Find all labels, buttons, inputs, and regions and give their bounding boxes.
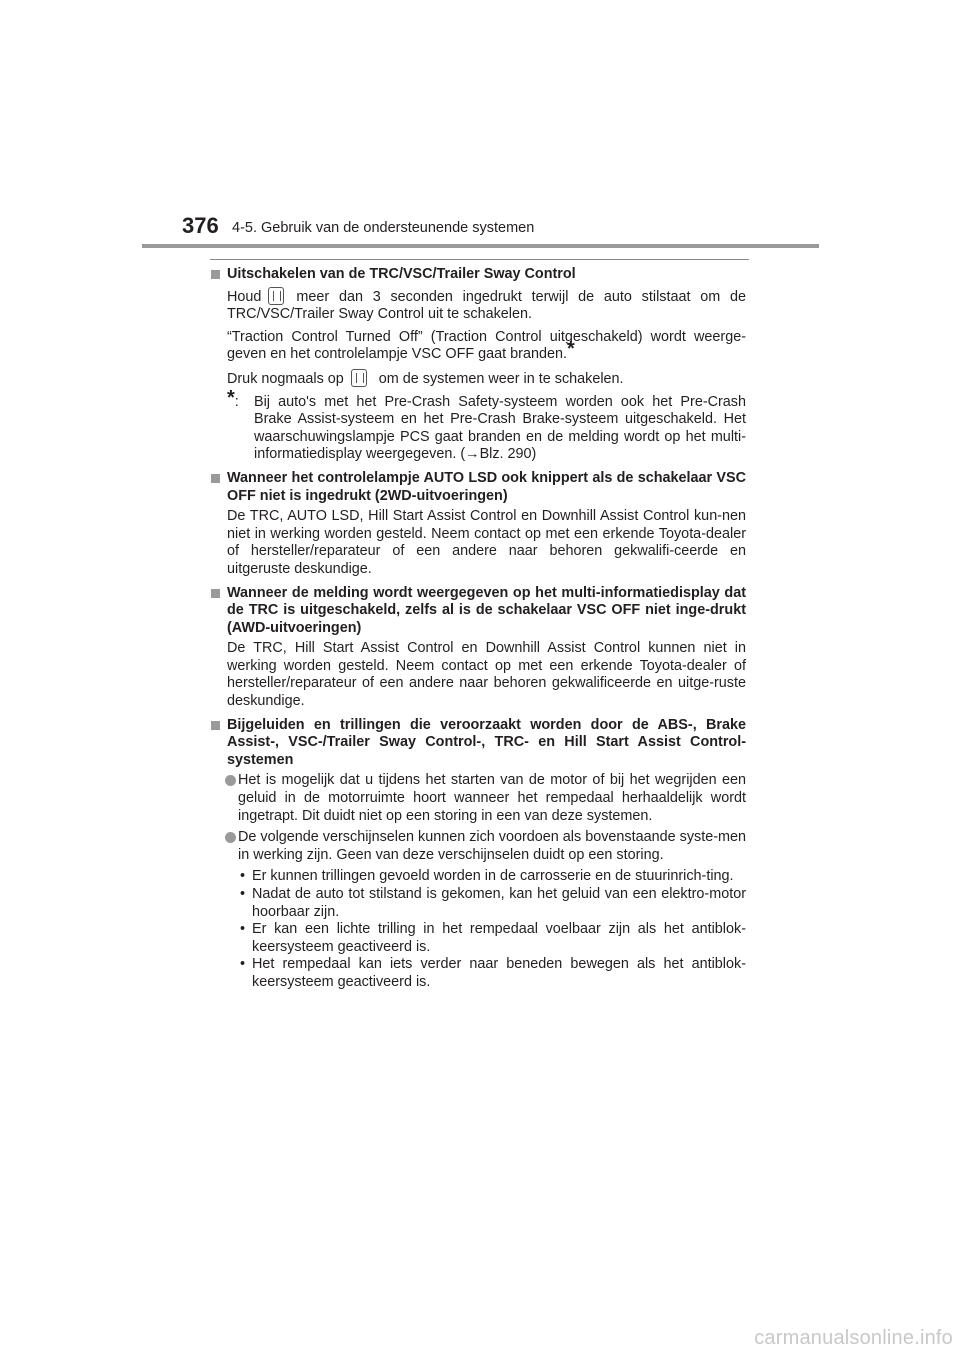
vsc-off-switch-icon <box>268 287 284 305</box>
heading-square-icon <box>211 474 220 483</box>
vsc-off-switch-icon <box>351 369 367 387</box>
section-heading: Uitschakelen van de TRC/VSC/Trailer Sway Control <box>210 266 746 284</box>
sub-bullet-item: • Er kunnen trillingen gevoeld worden in de carrosserie en de stuurinrich-ting. <box>240 868 734 885</box>
chapter-title: 4-5. Gebruik van de ondersteunende systemen <box>232 220 535 236</box>
paragraph: Druk nogmaals op om de systemen weer in te schakelen. <box>227 370 624 387</box>
page-content <box>210 266 746 998</box>
sub-bullet-marker: • <box>240 956 246 973</box>
footnote <box>210 386 746 464</box>
section-awd-message <box>210 585 746 711</box>
section-heading: Wanneer het controlelampje AUTO LSD ook knippert als de schakelaar VSC OFF niet is ingedrukt (2WD-uitvoeringen) <box>210 470 746 505</box>
bullet-dot-icon <box>225 832 236 843</box>
section-auto-lsd <box>210 470 746 579</box>
sub-bullet-item: • Nadat de auto tot stilstand is gekomen, kan het geluid van een elektro-motor hoorbaar zijn. <box>240 886 746 920</box>
sub-bullet-marker: • <box>240 868 246 885</box>
paragraph: Houd meer dan 3 seconden ingedrukt terwijl de auto stilstaat om de TRC/VSC/Trailer Sway Control uit te schakelen. <box>227 288 746 323</box>
paragraph: De TRC, AUTO LSD, Hill Start Assist Control en Downhill Assist Control kun-nen niet in werking worden gesteld. Neem contact op met een erkende Toyota-dealer of hersteller/reparateur of een andere naar behoren gekwalifi-ceerde en uitgeruste deskundige. <box>227 508 746 577</box>
section-heading: Wanneer de melding wordt weergegeven op het multi-informatiedisplay dat de TRC is uitgeschakeld, zelfs al is de schakelaar VSC OFF niet inge-drukt (AWD-uitvoeringen) <box>210 585 746 638</box>
bullet-dot-icon <box>225 775 236 786</box>
header-divider <box>142 244 819 248</box>
paragraph: “Traction Control Turned Off” (Traction Control uitgeschakeld) wordt weerge-geven en het controlelampje VSC OFF gaat branden.* <box>227 328 746 363</box>
heading-square-icon <box>211 589 220 598</box>
sub-bullet-item: • Er kan een lichte trilling in het rempedaal voelbaar zijn als het antiblok-keersysteem geactiveerd is. <box>240 921 746 955</box>
bullet-item: Het is mogelijk dat u tijdens het starten van de motor of bij het wegrijden een geluid in de motorruimte hoort wanneer het rempedaal herhaaldelijk wordt ingetrapt. Dit duidt niet op een storing in een van deze systemen. <box>210 772 746 825</box>
footnote-text: Bij auto's met het Pre-Crash Safety-systeem worden ook het Pre-Crash Brake Assist-systeem en het Pre-Crash Brake-systeem uitgeschakeld. Het waarschuwingslampje PCS gaat branden en de melding wordt op het multi-informatiedisplay weergegeven. (→Blz. 290) <box>254 393 746 463</box>
heading-square-icon <box>211 270 220 279</box>
watermark: carmanualsonline.info <box>754 1327 953 1349</box>
content-divider <box>210 259 749 260</box>
bullet-item: De volgende verschijnselen kunnen zich voordoen als bovenstaande syste-men in werking zijn. Geen van deze verschijnselen duidt op een storing. <box>210 829 746 864</box>
sub-bullet-marker: • <box>240 886 246 902</box>
page-number: 376 <box>182 213 219 238</box>
paragraph: De TRC, Hill Start Assist Control en Downhill Assist Control kunnen niet in werking worden gesteld. Neem contact op met een erkende Toyota-dealer of hersteller/reparateur of een andere naar behoren gekwalificeerde en uitge-ruste deskundige. <box>227 640 746 710</box>
sub-bullet-marker: • <box>240 921 246 938</box>
sub-bullet-item: • Het rempedaal kan iets verder naar beneden bewegen als het antiblok-keersysteem geactiveerd is. <box>240 956 746 990</box>
section-heading: Bijgeluiden en trillingen die veroorzaakt worden door de ABS-, Brake Assist-, VSC-/Trailer Sway Control-, TRC- en Hill Start Assist Control-systemen <box>210 717 746 770</box>
section-noises <box>210 717 746 992</box>
footnote-mark: *: <box>227 386 239 410</box>
footnote-marker: * <box>566 338 575 361</box>
page-header <box>0 0 960 250</box>
heading-square-icon <box>211 721 220 730</box>
section-trc-off <box>210 266 746 464</box>
